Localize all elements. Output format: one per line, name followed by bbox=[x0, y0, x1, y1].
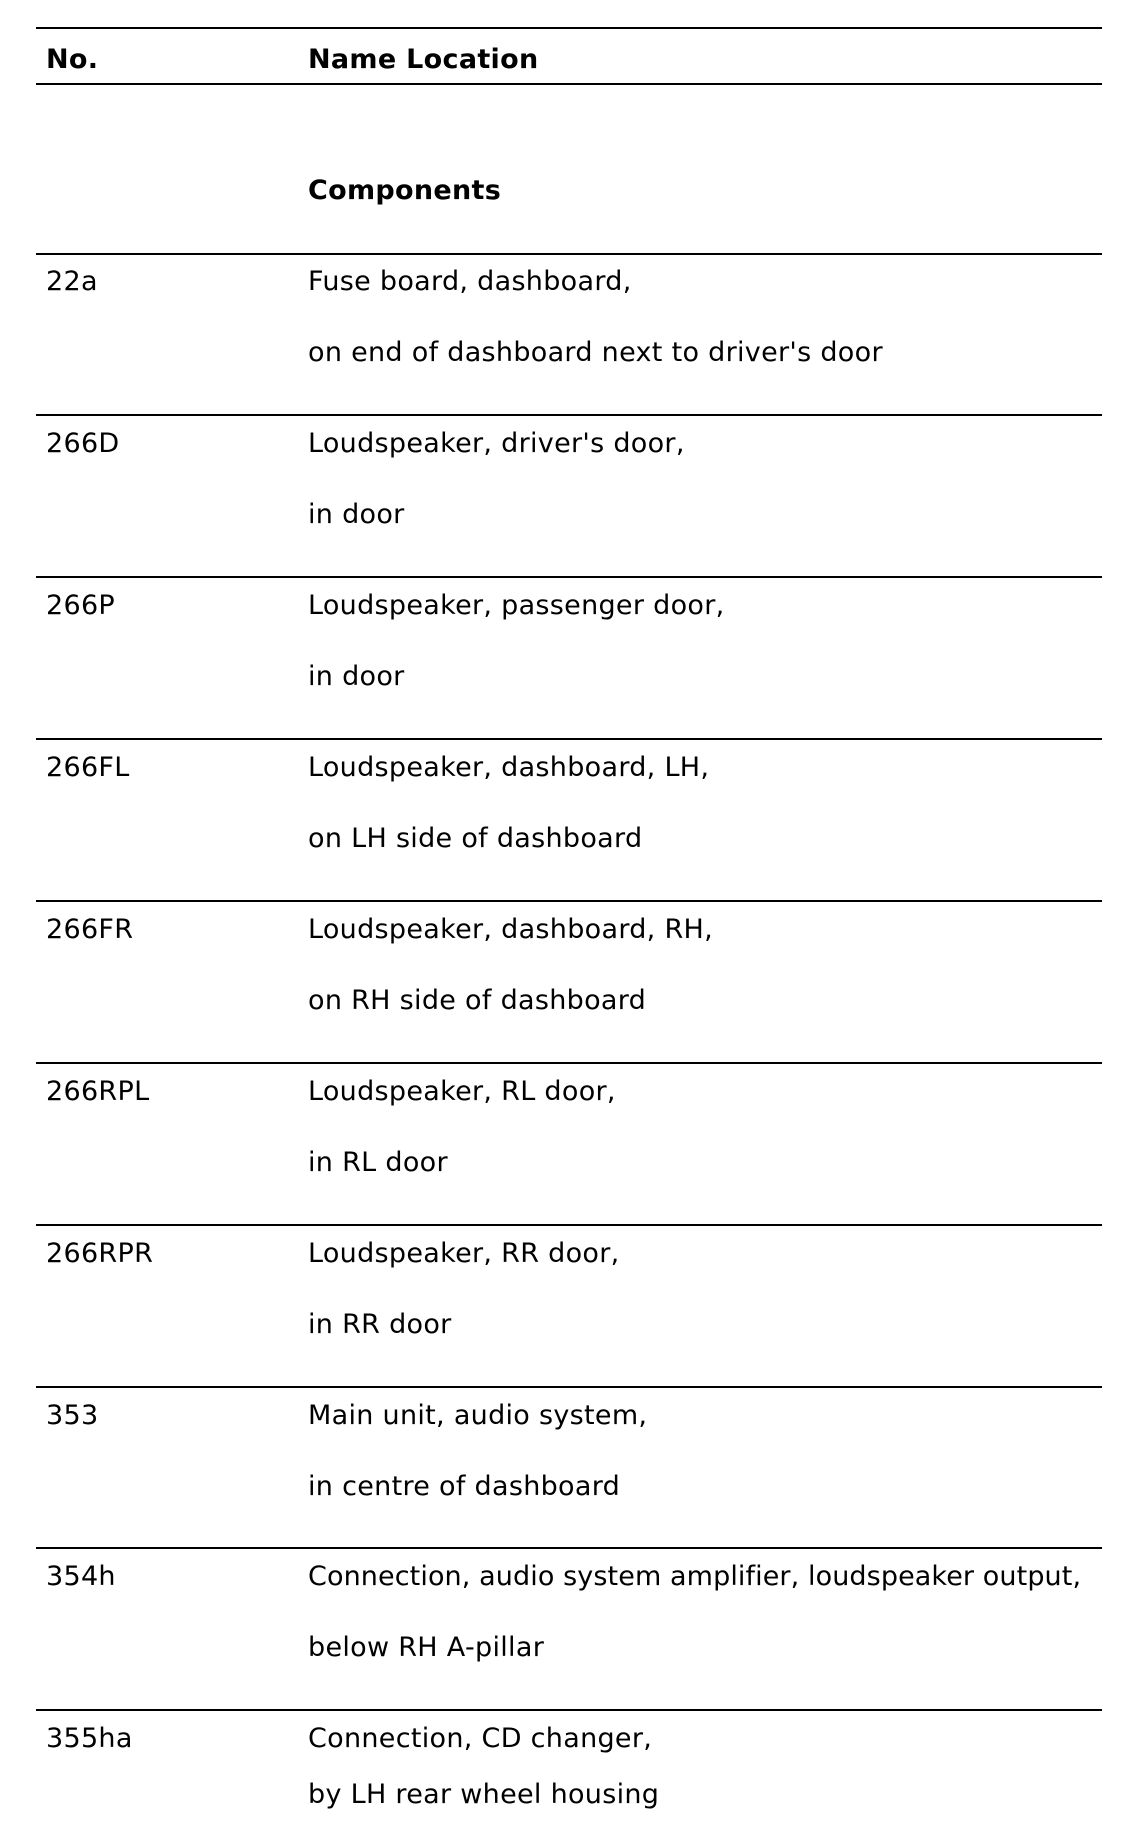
row-number: 266P bbox=[46, 590, 116, 621]
row-name: Loudspeaker, RR door, bbox=[308, 1238, 620, 1269]
row-name: Loudspeaker, dashboard, RH, bbox=[308, 914, 713, 945]
row-location: in centre of dashboard bbox=[308, 1471, 621, 1502]
header-bottom-rule bbox=[36, 83, 1102, 85]
row-name: Connection, audio system amplifier, loudspeaker output, bbox=[308, 1561, 1082, 1592]
row-number: 266FL bbox=[46, 752, 130, 783]
column-header-no: No. bbox=[46, 44, 99, 75]
row-location: in RL door bbox=[308, 1147, 448, 1178]
row-separator bbox=[36, 576, 1102, 578]
row-location: by LH rear wheel housing bbox=[308, 1779, 660, 1810]
row-number: 354h bbox=[46, 1561, 116, 1592]
section-title: Components bbox=[308, 175, 502, 206]
row-number: 22a bbox=[46, 266, 98, 297]
row-separator bbox=[36, 1547, 1102, 1549]
row-separator bbox=[36, 1062, 1102, 1064]
row-number: 266FR bbox=[46, 914, 134, 945]
row-separator bbox=[36, 1224, 1102, 1226]
row-separator bbox=[36, 900, 1102, 902]
column-header-name-location: Name Location bbox=[308, 44, 539, 75]
row-number: 353 bbox=[46, 1400, 99, 1431]
row-separator bbox=[36, 253, 1102, 255]
row-location: in door bbox=[308, 661, 405, 692]
row-name: Loudspeaker, driver's door, bbox=[308, 428, 685, 459]
row-name: Connection, CD changer, bbox=[308, 1723, 653, 1754]
row-separator bbox=[36, 414, 1102, 416]
row-location: in RR door bbox=[308, 1309, 452, 1340]
row-number: 266RPL bbox=[46, 1076, 150, 1107]
row-name: Loudspeaker, dashboard, LH, bbox=[308, 752, 710, 783]
row-location: on end of dashboard next to driver's door bbox=[308, 337, 883, 368]
row-number: 266RPR bbox=[46, 1238, 154, 1269]
row-name: Loudspeaker, RL door, bbox=[308, 1076, 616, 1107]
row-name: Main unit, audio system, bbox=[308, 1400, 648, 1431]
header-top-rule bbox=[36, 27, 1102, 29]
row-location: on RH side of dashboard bbox=[308, 985, 647, 1016]
row-location: in door bbox=[308, 499, 405, 530]
row-separator bbox=[36, 1386, 1102, 1388]
row-location: below RH A-pillar bbox=[308, 1632, 545, 1663]
row-number: 355ha bbox=[46, 1723, 133, 1754]
row-separator bbox=[36, 738, 1102, 740]
row-name: Loudspeaker, passenger door, bbox=[308, 590, 725, 621]
row-name: Fuse board, dashboard, bbox=[308, 266, 632, 297]
row-location: on LH side of dashboard bbox=[308, 823, 643, 854]
row-separator bbox=[36, 1709, 1102, 1711]
row-number: 266D bbox=[46, 428, 120, 459]
